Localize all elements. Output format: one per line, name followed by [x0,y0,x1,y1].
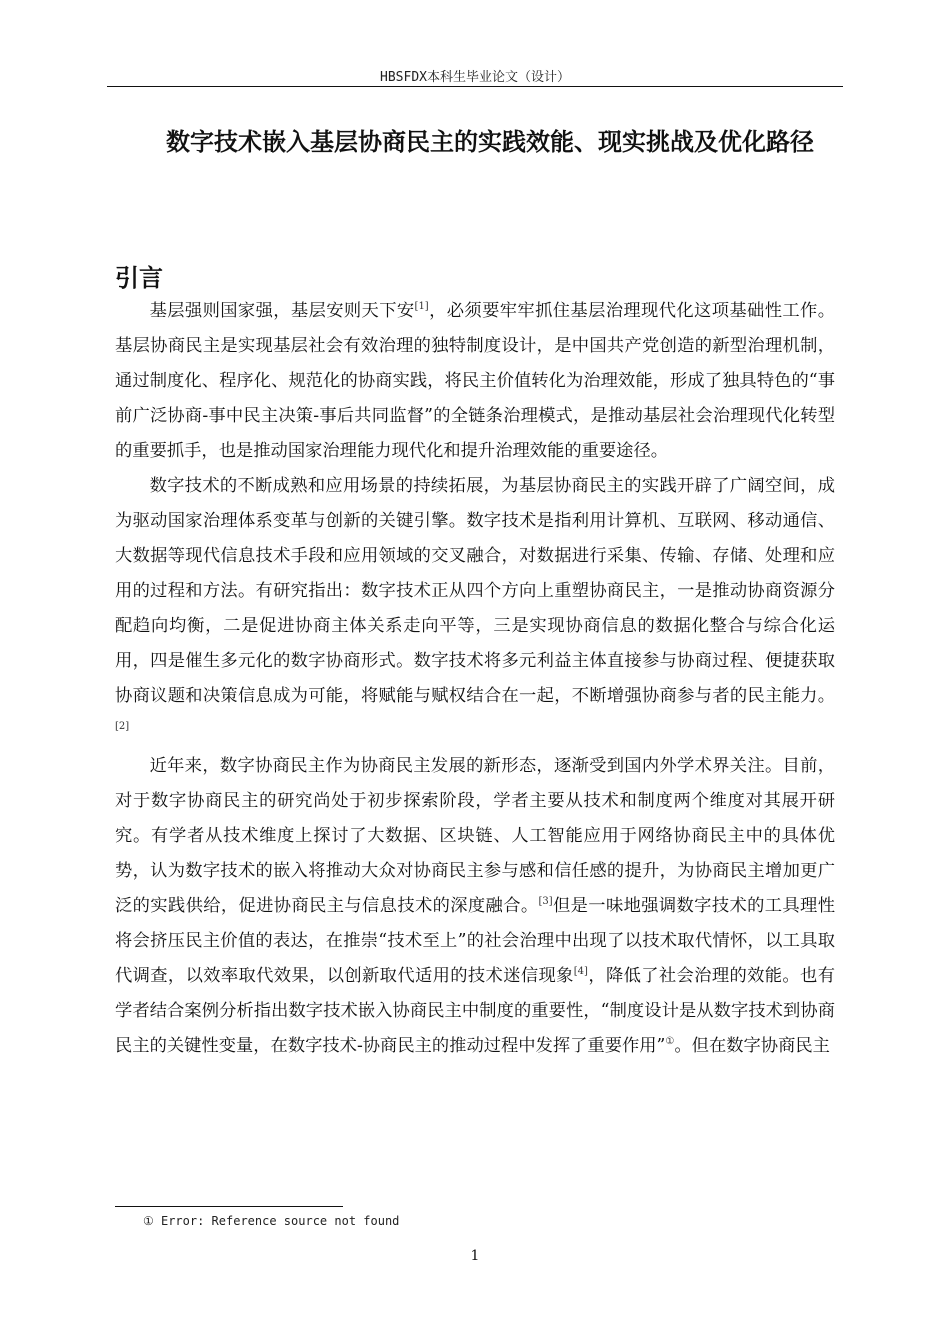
citation-marker: [3] [538,896,553,907]
text-run: 数字技术的不断成熟和应用场景的持续拓展，为基层协商民主的实践开辟了广阔空间，成为驱动国家治理体系变革与创新的关键引擎。数字技术是指利用计算机、互联网、移动通信、大数据等现代信息技术手段和应用领域的交叉融合，对数据进行采集、传输、存储、处理和应用的过程和方法。有研究指出：数字技术正从四个方向上重塑协商民主，一是推动协商资源分配趋向均衡，二是促进协商主体关系走向平等，三是实现协商信息的数据化整合与综合化运用，四是催生多元化的数字协商形式。数字技术将多元利益主体直接参与协商过程、便捷获取协商议题和决策信息成为可能，将赋能与赋权结合在一起，不断增强协商参与者的民主能力。 [115,476,835,706]
running-header: HBSFDX本科生毕业论文（设计） [380,70,570,85]
footnote: ① Error: Reference source not found [143,1214,400,1228]
footnote-marker: ① [665,1036,675,1047]
text-run: 但是一味地强调数字技术的工具理性将会挤压民主价值的表达，在推崇“技术至上”的社会治理中出现了以技术取代情怀，以工具取代调查，以效率取代效果，以创新取代适用的技术迷信现象 [115,896,835,986]
body-text [115,294,835,1064]
text-run: ，降低了社会治理的效能。也有学者结合案例分析指出数字技术嵌入协商民主中制度的重要性，“制度设计是从数字技术到协商民主的关键性变量，在数字技术-协商民主的推动过程中发挥了重要作用” [115,966,835,1056]
paper-title: 数字技术嵌入基层协商民主的实践效能、现实挑战及优化路径 [166,128,814,156]
section-heading: 引言 [115,264,163,292]
footnote-rule [115,1206,343,1207]
paragraph-1 [115,294,835,469]
paragraph-2 [115,469,835,749]
text-run: ，必须要牢牢抓住基层治理现代化这项基础性工作。基层协商民主是实现基层社会有效治理的独特制度设计，是中国共产党创造的新型治理机制，通过制度化、程序化、规范化的协商实践，将民主价值转化为治理效能，形成了独具特色的“事前广泛协商-事中民主决策-事后共同监督”的全链条治理模式，是推动基层社会治理现代化转型的重要抓手，也是推动国家治理能力现代化和提升治理效能的重要途径。 [115,301,835,461]
paragraph-3 [115,749,835,1064]
citation-marker: [2] [115,721,130,732]
header-rule [107,86,843,87]
citation-marker: [4] [573,966,588,977]
text-run: 。但在数字协商民主 [674,1036,830,1056]
citation-marker: [1] [414,301,429,312]
text-run: 近年来，数字协商民主作为协商民主发展的新形态，逐渐受到国内外学术界关注。目前，对于数字协商民主的研究尚处于初步探索阶段，学者主要从技术和制度两个维度对其展开研究。有学者从技术维度上探讨了大数据、区块链、人工智能应用于网络协商民主中的具体优势，认为数字技术的嵌入将推动大众对协商民主参与感和信任感的提升，为协商民主增加更广泛的实践供给，促进协商民主与信息技术的深度融合。 [115,756,835,916]
text-run: 基层强则国家强，基层安则天下安 [149,301,415,321]
page-number: 1 [470,1248,480,1264]
